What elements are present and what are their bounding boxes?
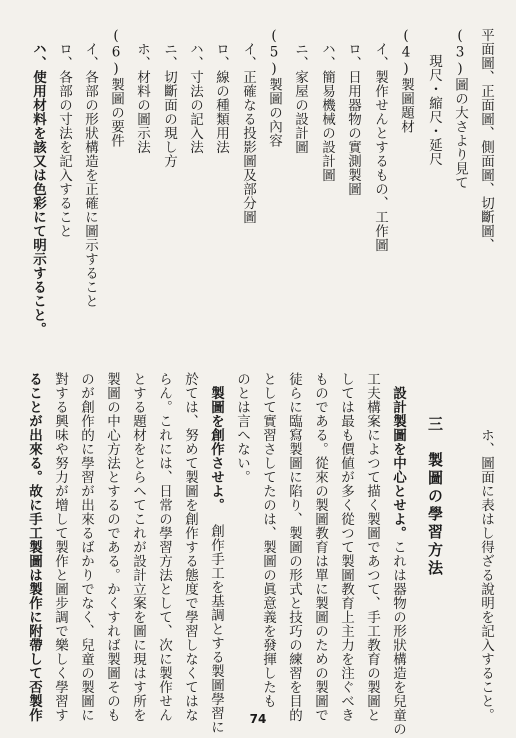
para1-line: 徒らに臨寫製圖に陷り、製圖の形式と技巧の練習を目的 (286, 372, 302, 722)
item-ho-line: ホ、圖面に表はし得ざる說明を記入すること。 (478, 428, 494, 722)
top-line-content-ho: ホ、材料の圖示法 (134, 42, 150, 154)
top-section (0, 28, 516, 348)
page-number: 74 (249, 712, 267, 726)
para2-first-line (209, 386, 223, 734)
para1-first-line (391, 386, 405, 736)
top-line-content-heading: (5)製圖の內容 (266, 28, 282, 148)
top-line-subject-ro: ロ、日用器物の實測製圖 (345, 42, 361, 196)
top-line-requirement-i: イ、各部の形狀構造を正確に圖示すること (82, 42, 98, 308)
para2-line: 製圖の中心方法とするのである。かくすれば製圖そのも (104, 372, 120, 722)
para1-line: のとは言へない。 (234, 372, 250, 484)
para2-line: とする題材をとらへてこれが設計立案を圖に現はす所を (130, 372, 146, 722)
para1-line: として實習さしてたのは、製圖の眞意義を發揮したも (260, 372, 276, 708)
top-line-requirement-ha: ハ、使用材料を該又は色彩にて明示すること。 (30, 42, 46, 336)
para2-lead: 製圖を創作させよ。 (208, 386, 224, 512)
para1-line: ものである。從來の製圖教育は單に製圖のための製圖で (312, 372, 328, 722)
para2-line: らん。これには、日常の學習方法として、次に製作せん (156, 372, 172, 722)
top-line-content-ro: ロ、線の種類用法 (213, 42, 229, 154)
top-line-subject-ha: ハ、簡易機械の設計圖 (319, 42, 335, 182)
top-line-content-ha: ハ、寸法の記入法 (187, 42, 203, 154)
para1-lead: 設計製圖を中心とせよ。 (390, 386, 406, 540)
top-line-subject-ni: ニ、家屋の設計圖 (292, 42, 308, 154)
para1-line: 工夫構案によつて描く製圖であつて、手工教育の製圖と (364, 372, 380, 722)
section-heading: 三 製圖の學習方法 (426, 416, 444, 578)
para2-line: ることが出來る。故に手工製圖は製作に附帶して否製作 (26, 372, 42, 722)
top-line-content-i: イ、正確なる投影圖及部分圖 (240, 42, 256, 224)
para2-line: 於ては、努めて製圖を創作する態度で學習しなくてはな (182, 372, 198, 722)
top-line-subject-i: イ、製作せんとするもの、工作圖 (372, 42, 388, 252)
top-line-content-ni: ニ、切斷面の現し方 (161, 42, 177, 168)
top-line-views-line: 平面圖、正面圖、側面圖、切斷圖、 (478, 28, 494, 252)
para2-lead-rest: 創作手工を基調とする製圖學習に (208, 524, 224, 734)
top-line-requirement-ro: ロ、各部の寸法を記入すること (56, 42, 72, 238)
top-line-size-heading: (3)圖の大さより見て (452, 28, 468, 190)
top-line-scale-line: 現尺・縮尺・延尺 (426, 54, 442, 166)
para2-line: 對する興味や努力が增して製作と圖步調で樂しく學習す (52, 372, 68, 722)
para1-lead-rest: これは器物の形狀構造を兒童の (390, 540, 406, 736)
top-line-subjects-heading: (4)製圖題材 (398, 28, 414, 134)
top-line-requirements-heading: (6)製圖の要件 (108, 28, 124, 148)
para2-line: のが創作的に學習が出來るばかりでなく、兒童の製圖に (78, 372, 94, 722)
para1-line: しては最も價値が多く從つて製圖教育上主力を注ぐべき (338, 372, 354, 722)
